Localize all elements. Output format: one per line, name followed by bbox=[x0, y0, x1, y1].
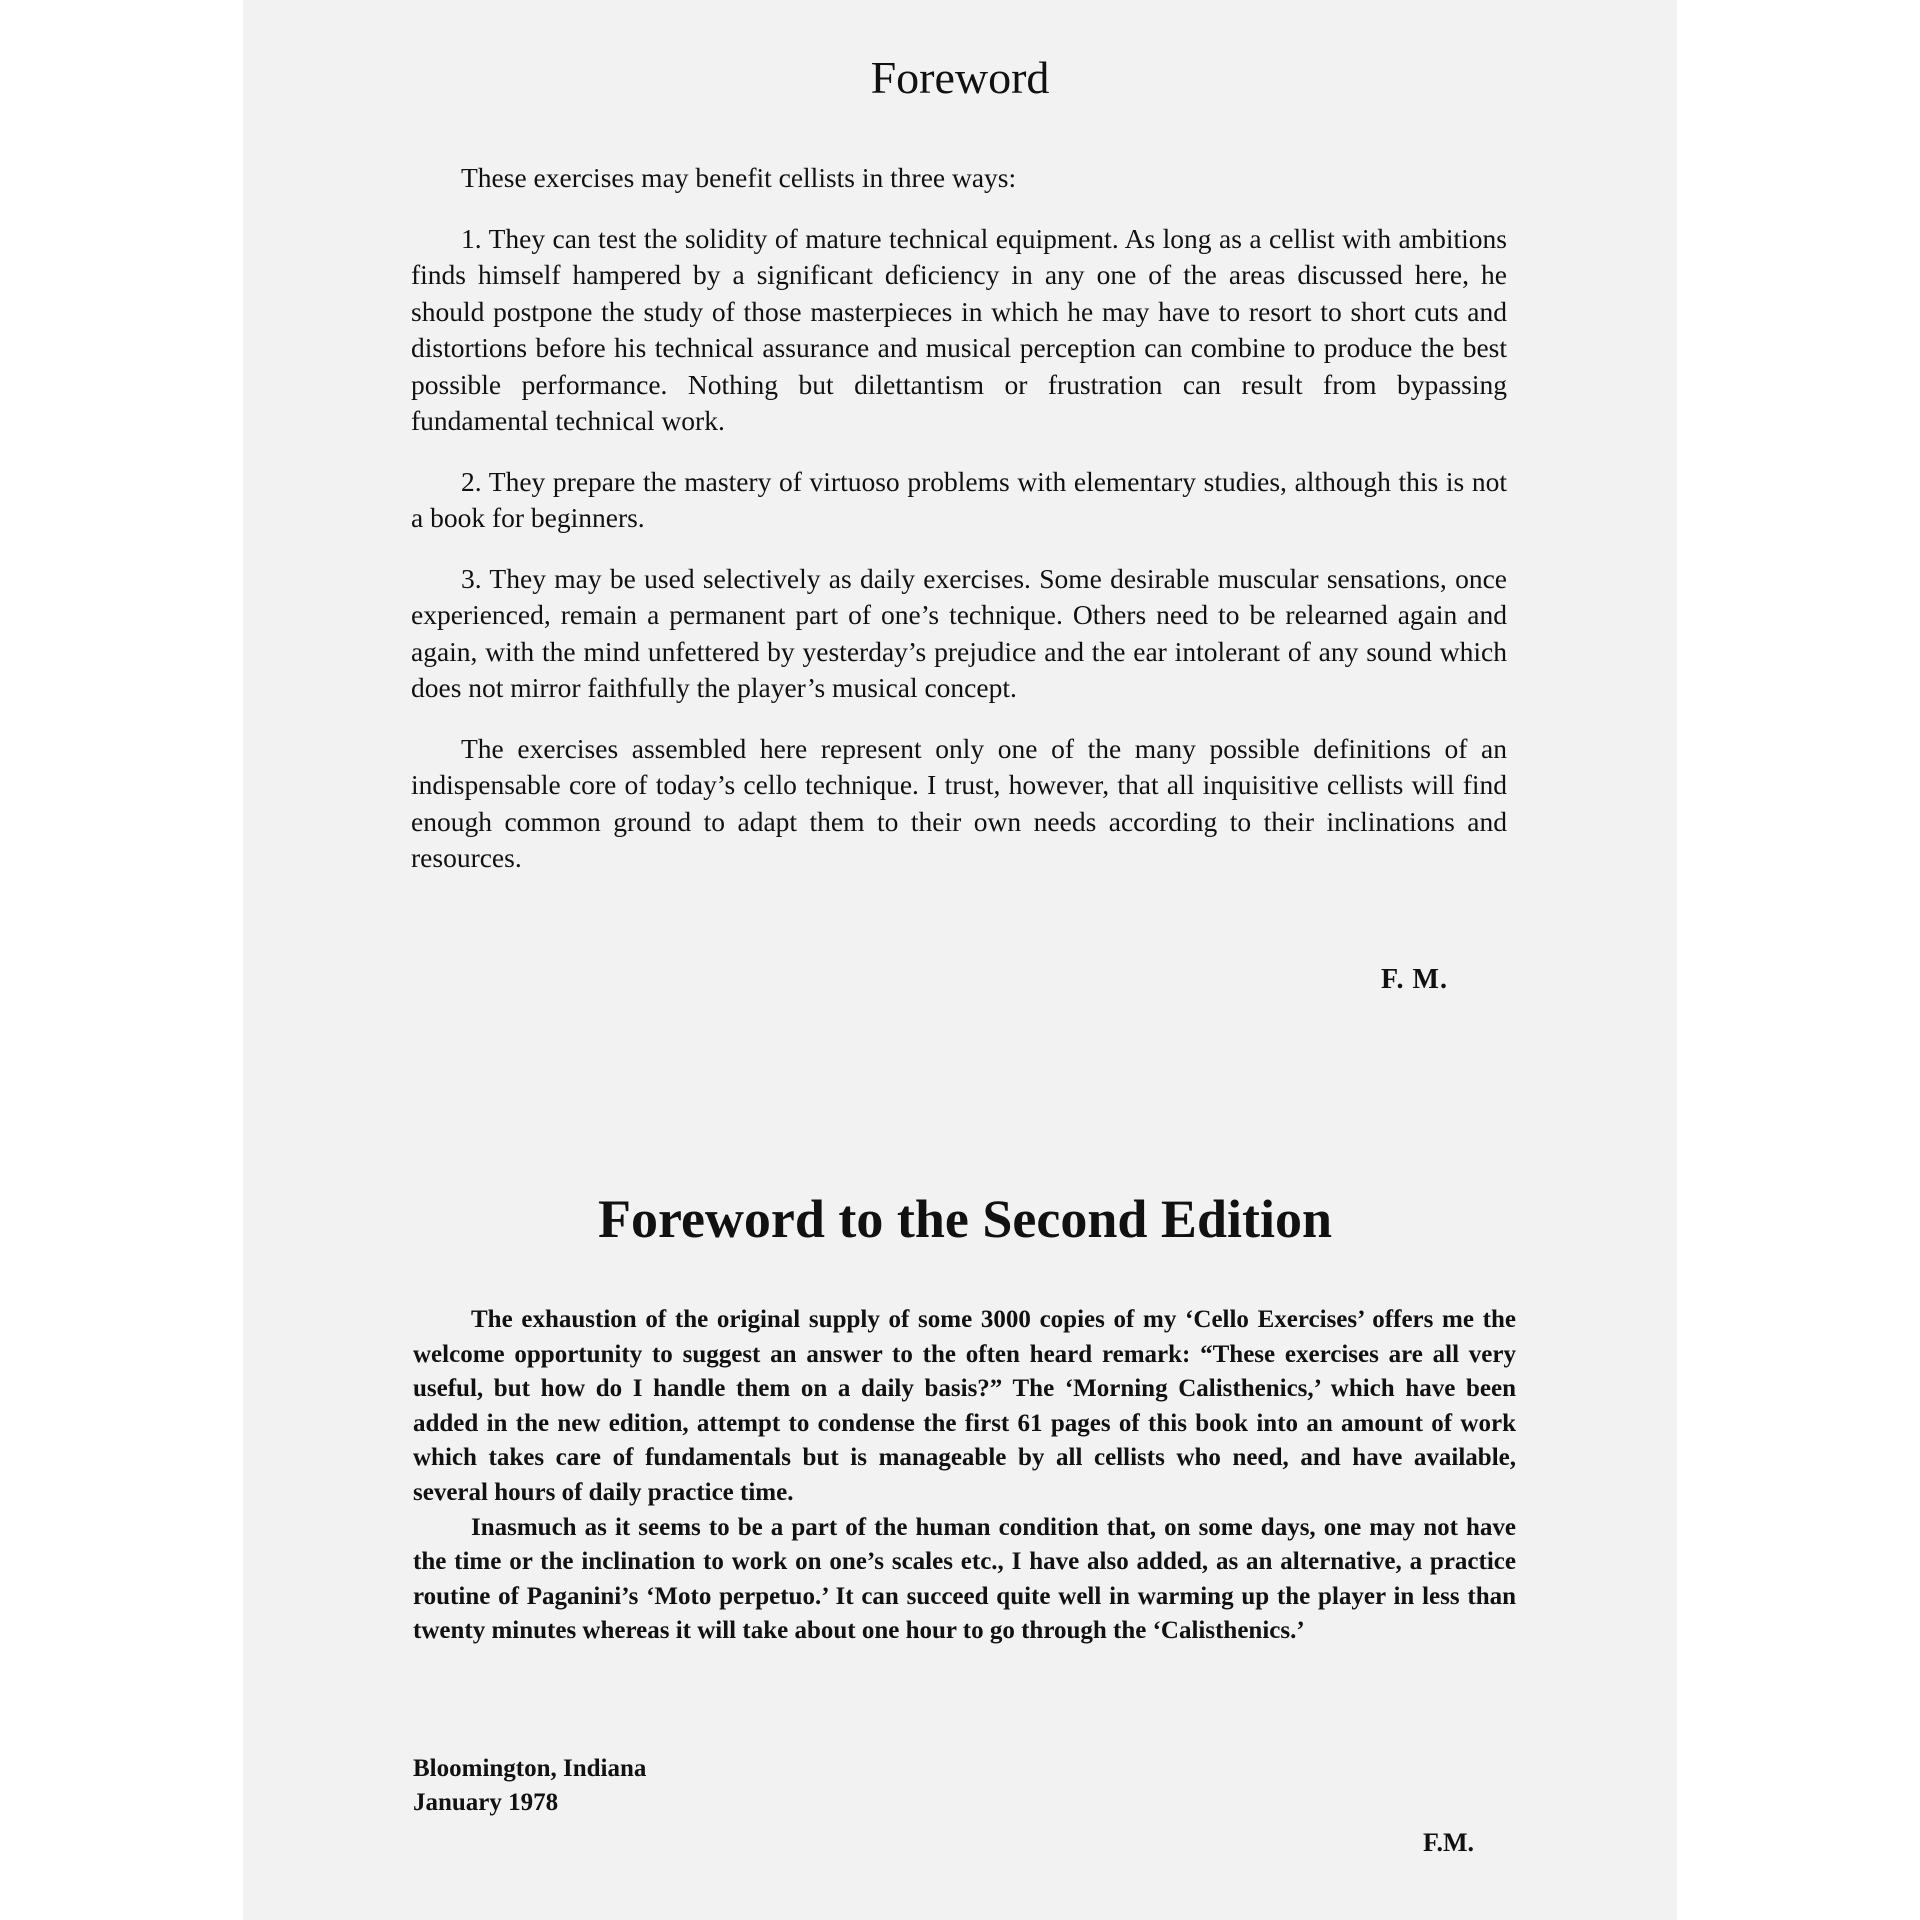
second-edition-paragraph-1: The exhaustion of the original supply of some 3000 copies of my ‘Cello Exercises’ offers me the welcome opportunity to suggest an answer to the often heard remark: “These exercises are all very useful, but how do I handle them on a daily basis?” The ‘Morning Calisthenics,’ which have been added in the new edition, attempt to condense the first 61 pages of this book into an amount of work which takes care of fundamentals but is manageable by all cellists who need, and have available, several hours of daily practice time. bbox=[413, 1306, 1516, 1506]
foreword-intro: These exercises may benefit cellists in three ways: bbox=[461, 162, 1017, 193]
second-edition-title: Foreword to the Second Edition bbox=[597, 1189, 1332, 1249]
foreword-signature: F. M. bbox=[1381, 964, 1448, 995]
foreword-paragraph-4: The exercises assembled here represent only one of the many possible definitions of an indispensable core of today’s cello technique. I trust, however, that all inquisitive cellists will find enough common ground to adapt them to their own needs according to their inclinations and resources. bbox=[411, 732, 1507, 873]
foreword-title: Foreword bbox=[870, 52, 1050, 103]
document-page bbox=[243, 0, 1677, 1920]
date: January 1978 bbox=[413, 1789, 559, 1816]
foreword-body bbox=[411, 160, 1507, 901]
second-edition-body bbox=[413, 1303, 1516, 1649]
foreword-paragraph-2: 2. They prepare the mastery of virtuoso problems with elementary studies, although this is not a book for beginners. bbox=[411, 465, 1507, 533]
place-and-date bbox=[413, 1752, 646, 1820]
second-edition-signature: F.M. bbox=[1423, 1828, 1475, 1857]
place: Bloomington, Indiana bbox=[413, 1755, 647, 1782]
second-edition-paragraph-2: Inasmuch as it seems to be a part of the human condition that, on some days, one may not have the time or the inclination to work on one’s scales etc., I have also added, as an alternative, a practice routine of Paganini’s ‘Moto perpetuo.’ It can succeed quite well in warming up the player in less than twenty minutes whereas it will take about one hour to go through the ‘Calisthenics.’ bbox=[413, 1513, 1516, 1645]
foreword-paragraph-1: 1. They can test the solidity of mature technical equipment. As long as a cellist with ambitions finds himself hampered by a significant deficiency in any one of the areas discussed here, he should postpone the study of those masterpieces in which he may have to resort to short cuts and distortions before his technical assurance and musical perception can combine to produce the best possible performance. Nothing but dilettantism or frustration can result from bypassing fundamental technical work. bbox=[411, 222, 1507, 436]
foreword-paragraph-3: 3. They may be used selectively as daily exercises. Some desirable muscular sensations, once experienced, remain a permanent part of one’s technique. Others need to be relearned again and again, with the mind unfettered by yesterday’s prejudice and the ear intolerant of any sound which does not mirror faithfully the player’s musical concept. bbox=[411, 562, 1507, 703]
